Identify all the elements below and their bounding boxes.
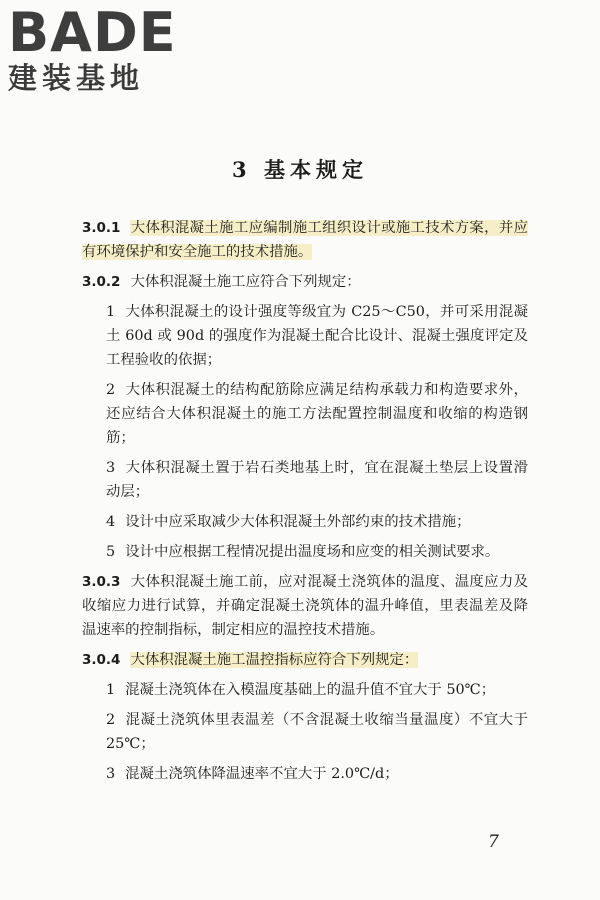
item-text: 混凝土浇筑体在入模温度基础上的温升值不宜大于 50℃； — [125, 682, 496, 698]
chapter-title: 3 基本规定 — [232, 157, 368, 182]
list-item — [82, 762, 528, 786]
logo-wordmark: BADE — [8, 1, 177, 64]
item-text: 混凝土浇筑体里表温差（不含混凝土收缩当量温度）不宜大于 25℃； — [106, 712, 528, 752]
section-3-0-3 — [82, 570, 528, 642]
section-number: 3.0.4 — [82, 652, 121, 668]
section-3-0-2 — [82, 270, 528, 294]
list-item — [82, 540, 528, 564]
section-text: 大体积混凝土施工前，应对混凝土浇筑体的温度、温度应力及收缩应力进行试算，并确定混凝土浇筑体的温升峰值，里表温差及降温速率的控制指标，制定相应的温控技术措施。 — [82, 574, 528, 638]
section-3-0-1 — [82, 216, 528, 264]
page-number: 7 — [488, 832, 499, 852]
item-number: 3 — [106, 460, 116, 476]
item-number: 1 — [106, 682, 116, 698]
section-number: 3.0.1 — [82, 220, 121, 236]
item-number: 1 — [106, 304, 116, 320]
item-text: 混凝土浇筑体降温速率不宜大于 2.0℃/d； — [125, 766, 399, 782]
list-item — [82, 300, 528, 372]
list-item — [82, 708, 528, 756]
item-number: 2 — [106, 382, 116, 398]
section-text: 大体积混凝土施工应符合下列规定： — [130, 274, 361, 290]
bade-logo — [8, 1, 177, 95]
list-item — [82, 510, 528, 534]
list-item — [82, 678, 528, 702]
section-number: 3.0.2 — [82, 274, 121, 290]
section-text: 大体积混凝土施工温控指标应符合下列规定： — [130, 652, 419, 668]
item-number: 2 — [106, 712, 116, 728]
item-number: 4 — [106, 514, 116, 530]
item-number: 3 — [106, 766, 116, 782]
section-3-0-4 — [82, 648, 528, 672]
list-item — [82, 378, 528, 450]
section-number: 3.0.3 — [82, 574, 121, 590]
item-text: 大体积混凝土的结构配筋除应满足结构承载力和构造要求外，还应结合大体积混凝土的施工方法配置控制温度和收缩的构造钢筋； — [106, 382, 528, 446]
item-text: 大体积混凝土置于岩石类地基上时，宜在混凝土垫层上设置滑动层； — [106, 460, 528, 500]
item-text: 设计中应采取减少大体积混凝土外部约束的技术措施； — [125, 514, 471, 530]
item-text: 设计中应根据工程情况提出温度场和应变的相关测试要求。 — [125, 544, 500, 560]
logo-subtitle: 建装基地 — [8, 61, 145, 95]
item-text: 大体积混凝土的设计强度等级宜为 C25～C50，并可采用混凝土 60d 或 90d 的强度作为混凝土配合比设计、混凝土强度评定及工程验收的依据； — [106, 304, 528, 368]
list-item — [82, 456, 528, 504]
section-text: 大体积混凝土施工应编制施工组织设计或施工技术方案，并应有环境保护和安全施工的技术措施。 — [82, 220, 528, 260]
document-body — [82, 216, 528, 792]
item-number: 5 — [106, 544, 116, 560]
